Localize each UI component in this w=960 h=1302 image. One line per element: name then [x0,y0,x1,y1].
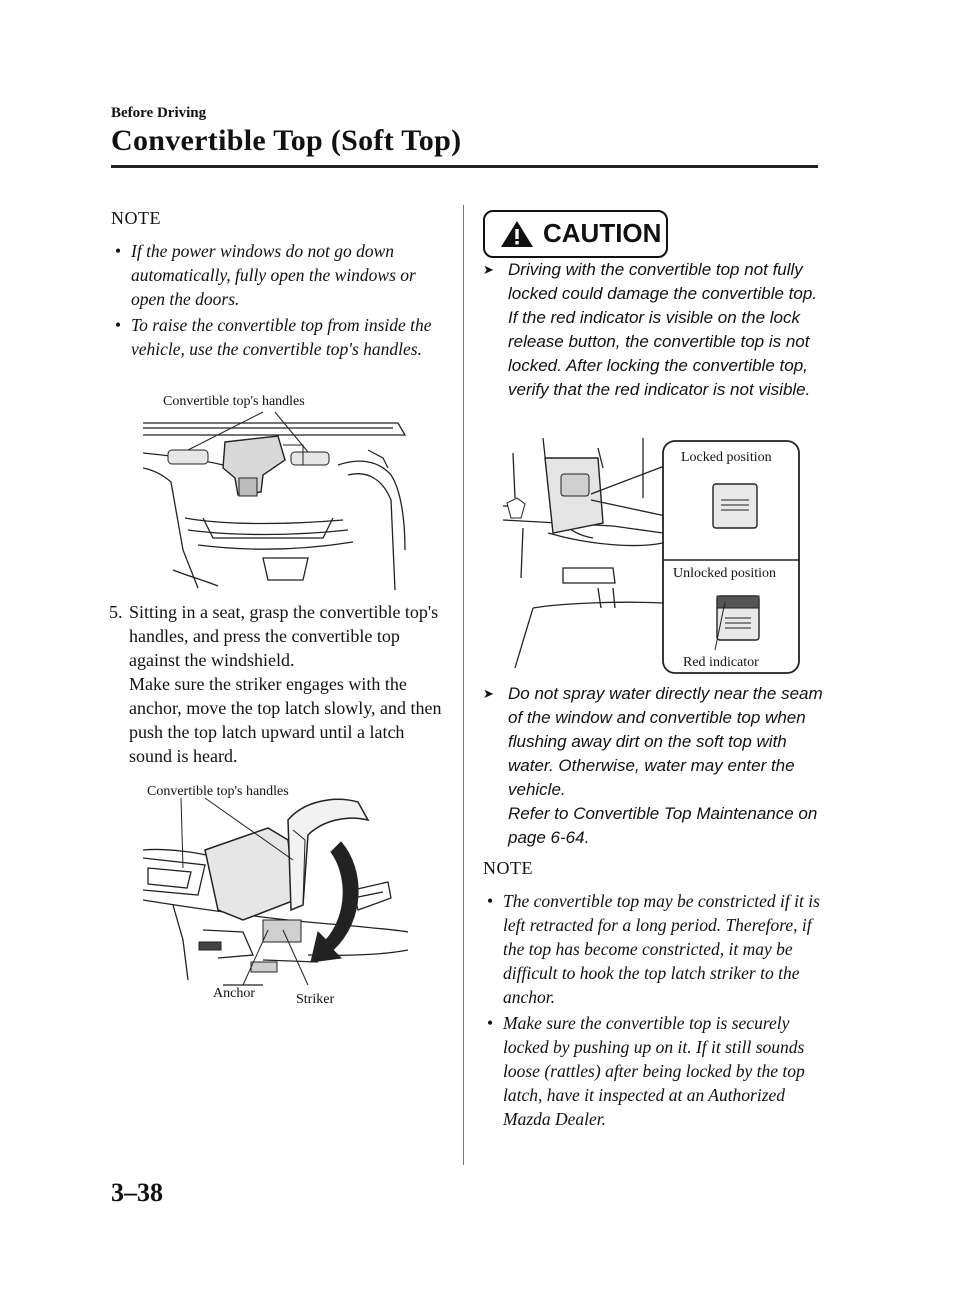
caution-text: Refer to Convertible Top Maintenance on page 6-64. [508,804,818,847]
note-list [483,889,823,1131]
lock-release-illustration [503,438,803,678]
note-block [483,858,823,1133]
page-number: 3–38 [111,1178,163,1207]
caution-item [483,682,823,850]
bullet-icon: • [487,891,494,911]
warning-triangle-icon [499,219,535,249]
caution-badge [483,210,668,258]
note-item: • If the power windows do not go down automatically, fully open the windows or open the doors. [115,241,416,309]
bullet-icon: • [115,241,122,261]
arrow-bullet-icon: ➤ [483,262,494,277]
caution-text: If the red indicator is visible on the lock release button, the convertible top is not locked. After locking the convertible top, verify that the red indicator is not visible. [508,308,811,399]
figure-handles-rear [143,390,408,590]
note-item: • Make sure the convertible top is securely locked by pushing up on it. If it still sounds loose (rattles) after being locked by the top latch, have it inspected at an Authorized Mazda Dealer. [487,1013,805,1129]
label-red-indicator: Red indicator [683,655,759,670]
note-list [111,239,446,361]
note-title: NOTE [111,208,161,228]
figure-latch-anchor [143,780,413,1010]
bullet-icon: • [487,1013,494,1033]
step-text-1: Sitting in a seat, grasp the convertible top's handles, and press the convertible top against the windshield. [129,602,439,670]
arrow-bullet-icon: ➤ [483,686,494,701]
title-rule [111,165,818,168]
label-unlocked-position: Unlocked position [673,566,777,581]
label-striker: Striker [296,992,335,1007]
figure-lock-release-button [503,438,803,678]
note-block [111,208,446,363]
caution-text: Do not spray water directly near the seam of the window and convertible top when flushing away dirt on the soft top with water. Otherwise, water may enter the vehicle. [508,684,823,799]
note-item: • The convertible top may be constricted if it is left retracted for a long period. Therefore, if the top has become constricted, it may be difficult to hook the top latch striker to the anchor. [487,891,820,1007]
caution-text: Driving with the convertible top not fully locked could damage the convertible top. [508,260,818,303]
caution-item [483,258,823,402]
note-item: • To raise the convertible top from inside the vehicle, use the convertible top's handles. [115,315,432,359]
bullet-icon: • [115,315,122,335]
label-locked-position: Locked position [681,450,772,465]
step-number: 5. [109,602,123,622]
column-divider [463,205,464,1165]
note-title: NOTE [483,858,533,878]
section-label: Before Driving [111,105,207,121]
step-text-2: Make sure the striker engages with the anchor, move the top latch slowly, and then push the top latch upward until a latch sound is heard. [129,674,442,766]
step-5 [109,600,449,768]
handles-rear-illustration [143,390,408,590]
label-convertible-tops-handles: Convertible top's handles [147,784,289,799]
latch-anchor-illustration [143,780,413,1010]
label-anchor: Anchor [213,986,255,1001]
page-title: Convertible Top (Soft Top) [111,124,462,157]
label-convertible-tops-handles: Convertible top's handles [163,394,305,409]
caution-label: CAUTION [543,218,662,248]
